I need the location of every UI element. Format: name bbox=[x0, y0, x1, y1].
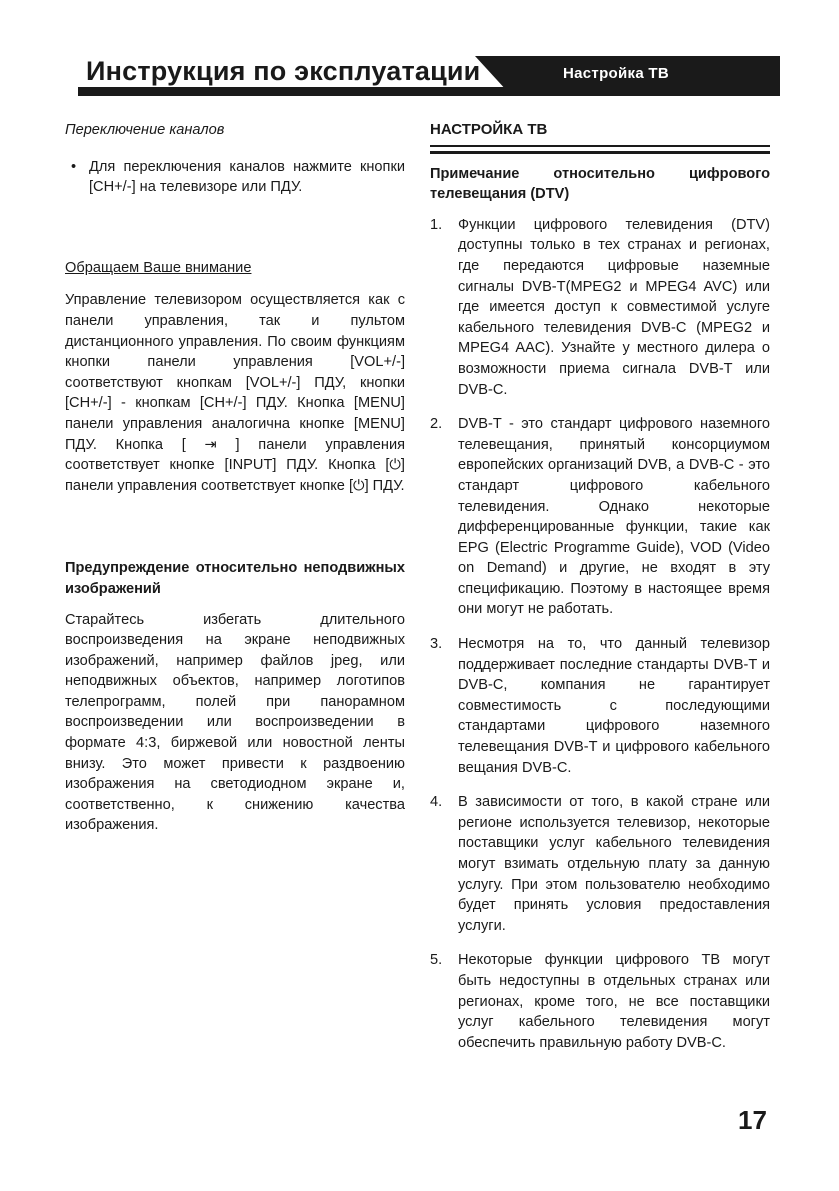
warning-heading: Предупреждение относительно неподвижных изображений bbox=[65, 560, 405, 597]
header-bar bbox=[78, 87, 780, 96]
bullet-text: Для переключения каналов нажмите кнопки [CH+/-] на телевизоре или ПДУ. bbox=[89, 158, 405, 196]
document-title: Инструкция по эксплуатации bbox=[86, 56, 481, 86]
item-number: 3. bbox=[430, 636, 443, 653]
list-item bbox=[430, 950, 770, 1053]
channel-switch-bullet bbox=[71, 157, 405, 198]
list-item bbox=[430, 634, 770, 778]
item-text: В зависимости от того, в какой стране или регионе используется телевизор, некоторые поставщики услуг кабельного телевидения могут взимать отдельную плату за данную услугу. При этом пользователю необходимо будет принять условия предоставления услуги. bbox=[458, 794, 770, 934]
item-text: Несмотря на то, что данный телевизор поддерживает последние стандарты DVB-T и DVB-C, компания не гарантирует совместимость с последующими стандартами цифрового наземного телевещания DVB-T и цифрового кабельного вещания DVB-C. bbox=[458, 636, 770, 776]
item-number: 5. bbox=[430, 952, 443, 969]
section-heading: НАСТРОЙКА ТВ bbox=[430, 120, 770, 147]
list-item bbox=[430, 215, 770, 400]
item-number: 4. bbox=[430, 794, 443, 811]
left-column bbox=[65, 120, 405, 836]
dtv-note-list bbox=[430, 215, 770, 1054]
item-number: 1. bbox=[430, 216, 443, 233]
warning-text: Старайтесь избегать длительного воспроизведения на экране неподвижных изображений, например файлов jpeg, или неподвижных объектов, например логотипов телепрограмм, полей при панорамном воспроизведении или воспроизведении в формате 4:3, биржевой или новостной ленты внизу. Это может привести к раздвоению изображения на светодиодном экране и, соответственно, к снижению качества изображения. bbox=[65, 611, 405, 834]
item-text: Функции цифрового телевидения (DTV) доступны только в тех странах и регионах, где передаются цифровые наземные сигналы DVB-T(MPEG2 и MPEG4 AVC) или где имеется доступ к совместимой услуге кабельного телевидения DVB-C (MPEG2 и MPEG4 AAC). Узнайте у местного дилера о возможности приема сигнала DVB-T или DVB-C. bbox=[458, 216, 770, 398]
bullet-icon: • bbox=[71, 158, 77, 175]
item-text: Некоторые функции цифрового ТВ могут быть недоступны в отдельных странах или регионах, кроме того, не все поставщики услуг кабельного телевидения могут обеспечить правильную работу DVB-C. bbox=[458, 952, 770, 1051]
section-tab-label: Настройка ТВ bbox=[563, 65, 670, 82]
list-item bbox=[430, 792, 770, 936]
channel-switch-heading: Переключение каналов bbox=[65, 122, 225, 138]
item-number: 2. bbox=[430, 416, 443, 433]
list-item bbox=[430, 414, 770, 620]
dtv-note-heading: Примечание относительно цифрового телевещания (DTV) bbox=[430, 165, 770, 203]
attention-heading: Обращаем Ваше внимание bbox=[65, 259, 252, 276]
page-number: 17 bbox=[738, 1105, 767, 1135]
section-divider bbox=[430, 151, 770, 154]
attention-text: Управление телевизором осуществляется как с панели управления, так и пультом дистанционного управления. По своим функциям кнопки панели управления [VOL+/-] соответствуют кнопкам [VOL+/-] ПДУ, кнопки [CH+/-] - кнопкам [CH+/-] ПДУ. Кнопка [MENU] панели управления аналогична кнопке [MENU] ПДУ. Кнопка [ ⇥ ] панели управления соответствует кнопке [INPUT] ПДУ. Кнопка [⏻] панели управления соответствует кнопке [⏻] ПДУ. bbox=[65, 292, 405, 494]
item-text: DVB-T - это стандарт цифрового наземного телевещания, принятый консорциумом европейских организаций DVB, а DVB-C - это стандарт цифрового кабельного телевидения. Однако некоторые дифференцированные функции, такие как EPG (Electric Programme Guide), VOD (Video on Demand) и другие, не входят в эту спецификацию. Поэтому в настоящее время они могут не работать. bbox=[458, 416, 770, 618]
right-column bbox=[430, 120, 770, 1067]
